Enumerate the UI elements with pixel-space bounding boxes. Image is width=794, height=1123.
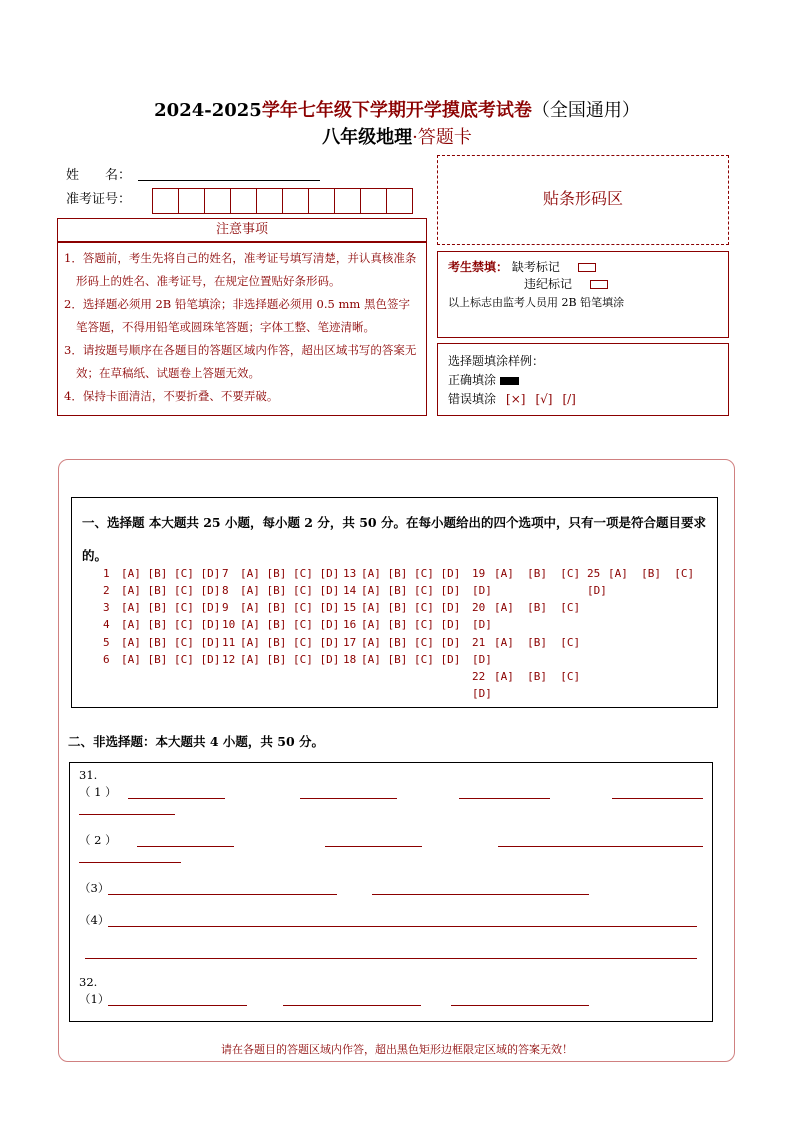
id-number-boxes[interactable]: [152, 188, 413, 214]
question-options[interactable]: [A] [B] [C]: [494, 601, 581, 614]
violation-label: 违纪标记: [524, 277, 573, 291]
q31-label: 31.: [79, 768, 98, 782]
page-subtitle: [0, 123, 794, 149]
footer-warning: 请在各题目的答题区域内作答，超出黑色矩形边框限定区域的答案无效！: [221, 1043, 573, 1056]
question-options[interactable]: [A] [B] [C] [D]: [361, 584, 461, 597]
question-options[interactable]: [A] [B] [C] [D]: [121, 584, 221, 597]
answer-line[interactable]: [300, 798, 397, 799]
title-main: 学年七年级下学期开学摸底考试卷: [261, 100, 532, 121]
question-options[interactable]: [D]: [472, 618, 492, 631]
choice-heading: 一、选择题 本大题共 25 小题，每小题 2 分，共 50 分。在每小题给出的四个选项中，只有一项是符合题目要求的。: [82, 515, 706, 563]
question-number: 6: [103, 653, 110, 666]
question-number: 21: [472, 636, 486, 649]
question-options[interactable]: [A] [B] [C] [D]: [361, 636, 461, 649]
correct-fill-example: [500, 377, 519, 385]
question-options[interactable]: [D]: [587, 584, 607, 597]
question-number: 13: [343, 567, 357, 580]
question-options[interactable]: [A] [B] [C] [D]: [240, 636, 340, 649]
question-options[interactable]: [A] [B] [C] [D]: [240, 618, 340, 631]
ban-label: 考生禁填：: [448, 260, 509, 274]
fill-sample-box: [437, 343, 729, 416]
question-number: 15: [343, 601, 357, 614]
question-number: 11: [222, 636, 236, 649]
question-options[interactable]: [A] [B] [C] [D]: [240, 584, 340, 597]
ban-note: 以上标志由监考人员用 2B 铅笔填涂: [448, 296, 625, 309]
question-number: 22: [472, 670, 486, 683]
subject: 八年级地理: [322, 127, 413, 148]
answer-line[interactable]: [108, 1005, 247, 1006]
question-options[interactable]: [D]: [472, 687, 492, 700]
question-number: 1: [103, 567, 110, 580]
q31-part2-label: （ 2 ）: [79, 833, 117, 847]
notice-title: 注意事项: [57, 218, 427, 242]
sample-title: 选择题填涂样例：: [448, 354, 545, 368]
notice-box: [57, 242, 427, 416]
nonchoice-heading: 二、非选择题：本大题共 4 小题，共 50 分。: [68, 734, 325, 749]
question-number: 14: [343, 584, 357, 597]
answer-box: [69, 762, 713, 1022]
question-options[interactable]: [A] [B] [C]: [608, 567, 695, 580]
subtitle-rest: ·答题卡: [412, 127, 472, 148]
wrong-mark: [/]: [562, 392, 576, 406]
q31-part1-label: （ 1 ）: [79, 785, 117, 799]
correct-label: 正确填涂: [448, 373, 497, 387]
question-number: 5: [103, 636, 110, 649]
question-options[interactable]: [A] [B] [C] [D]: [240, 567, 340, 580]
question-options[interactable]: [A] [B] [C]: [494, 567, 581, 580]
answer-line[interactable]: [108, 894, 337, 895]
question-number: 12: [222, 653, 236, 666]
absent-mark[interactable]: [578, 263, 596, 272]
question-number: 3: [103, 601, 110, 614]
question-number: 4: [103, 618, 110, 631]
q31-part4-label: （4）: [79, 913, 110, 927]
question-number: 19: [472, 567, 486, 580]
question-number: 20: [472, 601, 486, 614]
barcode-area: 贴条形码区: [437, 155, 729, 245]
proctor-only-box: [437, 251, 729, 338]
answer-line[interactable]: [612, 798, 703, 799]
question-options[interactable]: [D]: [472, 584, 492, 597]
question-number: 9: [222, 601, 229, 614]
question-options[interactable]: [A] [B] [C] [D]: [121, 567, 221, 580]
answer-line[interactable]: [451, 1005, 589, 1006]
question-number: 17: [343, 636, 357, 649]
question-options[interactable]: [A] [B] [C] [D]: [361, 653, 461, 666]
answer-line[interactable]: [325, 846, 422, 847]
answer-line[interactable]: [283, 1005, 421, 1006]
page-title: [0, 96, 794, 122]
q31-part3-label: （3）: [79, 881, 110, 895]
answer-line[interactable]: [128, 798, 225, 799]
question-options[interactable]: [A] [B] [C]: [494, 636, 581, 649]
violation-mark[interactable]: [590, 280, 608, 289]
question-number: 25: [587, 567, 601, 580]
question-options[interactable]: [A] [B] [C] [D]: [121, 653, 221, 666]
name-label: 姓 名：: [66, 168, 132, 183]
question-options[interactable]: [A] [B] [C] [D]: [121, 636, 221, 649]
question-options[interactable]: [A] [B] [C] [D]: [361, 601, 461, 614]
question-options[interactable]: [D]: [472, 653, 492, 666]
answer-line[interactable]: [372, 894, 589, 895]
answer-line[interactable]: [108, 926, 697, 927]
q32-part1-label: （1）: [79, 992, 110, 1006]
absent-label: 缺考标记: [511, 260, 560, 274]
question-number: 18: [343, 653, 357, 666]
wrong-mark: [×]: [506, 392, 526, 406]
q32-label: 32.: [79, 975, 98, 989]
question-number: 2: [103, 584, 110, 597]
notice-item: 3．请按题号顺序在各题目的答题区域内作答，超出区域书写的答案无效；在草稿纸、试题卷上答题无效。: [64, 343, 417, 380]
question-options[interactable]: [A] [B] [C] [D]: [121, 618, 221, 631]
notice-item: 2．选择题必须用 2B 铅笔填涂；非选择题必须用 0.5 mm 黑色签字笔答题，不得用铅笔或圆珠笔答题；字体工整、笔迹清晰。: [64, 297, 410, 334]
question-options[interactable]: [A] [B] [C] [D]: [240, 653, 340, 666]
question-options[interactable]: [A] [B] [C] [D]: [361, 567, 461, 580]
name-field[interactable]: [138, 164, 320, 181]
question-options[interactable]: [A] [B] [C] [D]: [121, 601, 221, 614]
question-number: 16: [343, 618, 357, 631]
question-options[interactable]: [A] [B] [C]: [494, 670, 581, 683]
question-number: 7: [222, 567, 229, 580]
answer-line[interactable]: [459, 798, 550, 799]
wrong-mark: [√]: [535, 392, 553, 406]
question-number: 10: [222, 618, 236, 631]
title-tag: （全国通用）: [531, 100, 640, 121]
question-options[interactable]: [A] [B] [C] [D]: [240, 601, 340, 614]
id-label: 准考证号：: [66, 192, 132, 207]
wrong-label: 错误填涂: [448, 392, 497, 406]
answer-line[interactable]: [79, 814, 175, 815]
answer-line[interactable]: [498, 846, 703, 847]
answer-line[interactable]: [79, 862, 181, 863]
title-year: 2024-2025: [154, 100, 262, 121]
question-number: 8: [222, 584, 229, 597]
notice-item: 4．保持卡面清洁，不要折叠、不要弄破。: [64, 389, 279, 403]
answer-line[interactable]: [137, 846, 234, 847]
notice-item: 1．答题前，考生先将自己的姓名，准考证号填写清楚，并认真核准条形码上的姓名、准考证号，在规定位置贴好条形码。: [64, 251, 417, 288]
answer-line[interactable]: [85, 958, 697, 959]
question-options[interactable]: [A] [B] [C] [D]: [361, 618, 461, 631]
